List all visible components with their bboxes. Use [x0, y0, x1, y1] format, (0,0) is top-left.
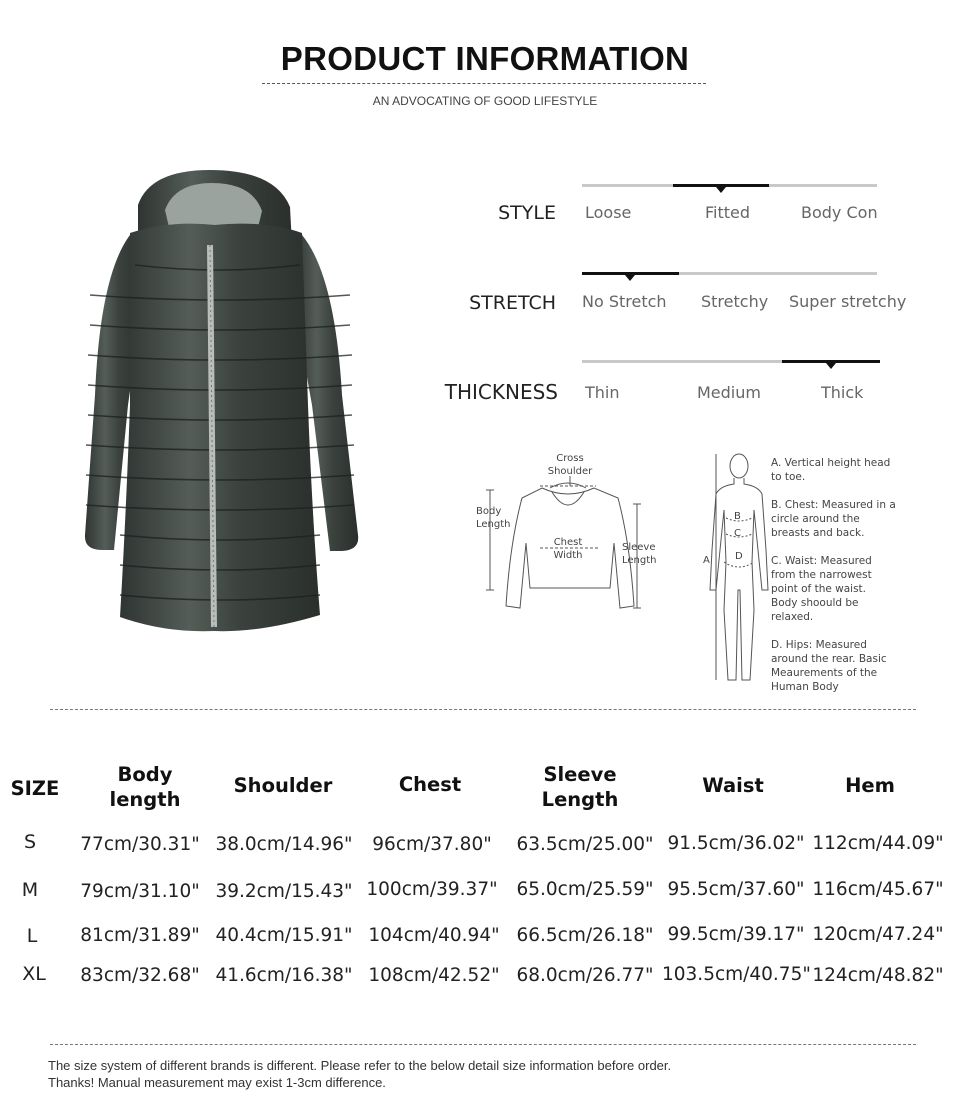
table-cell: 116cm/45.67": [812, 879, 944, 900]
style-option-fitted: Fitted: [705, 203, 751, 222]
table-cell: 96cm/37.80": [372, 834, 492, 855]
table-cell: 103.5cm/40.75": [662, 964, 811, 985]
table-cell: 66.5cm/26.18": [516, 925, 654, 946]
cross-shoulder-label: Cross Shoulder: [547, 453, 593, 477]
sleeve-length-label: Sleeve Length: [622, 542, 657, 566]
table-row-size: S: [23, 831, 37, 853]
table-cell: 65.0cm/25.59": [516, 879, 654, 900]
thickness-option-thin: Thin: [585, 383, 620, 402]
body-measurement-diagram: [706, 450, 772, 686]
table-cell: 63.5cm/25.00": [516, 834, 654, 855]
table-row-size: M: [21, 879, 39, 901]
body-letter-b: B: [734, 511, 741, 522]
footer-line-1: The size system of different brands is different. Please refer to the below detail size information before order.: [48, 1058, 672, 1073]
table-cell: 100cm/39.37": [366, 879, 498, 900]
body-letter-a: A: [703, 555, 710, 566]
style-option-body-con: Body Con: [801, 203, 878, 222]
style-label: STYLE: [498, 202, 556, 224]
table-cell: 40.4cm/15.91": [215, 925, 353, 946]
stretch-marker: [625, 275, 635, 281]
table-cell: 99.5cm/39.17": [667, 924, 805, 945]
table-cell: 91.5cm/36.02": [667, 833, 805, 854]
header-shoulder: Shoulder: [233, 774, 333, 797]
header-waist: Waist: [702, 774, 764, 797]
table-cell: 104cm/40.94": [368, 925, 500, 946]
thickness-option-medium: Medium: [697, 383, 761, 402]
page-title: PRODUCT INFORMATION: [280, 40, 690, 77]
table-cell: 79cm/31.10": [80, 881, 200, 902]
section-divider: [50, 709, 916, 710]
footer-divider: [50, 1044, 916, 1045]
style-marker: [716, 187, 726, 193]
thickness-option-thick: Thick: [821, 383, 864, 402]
table-cell: 38.0cm/14.96": [215, 834, 353, 855]
note-c: C. Waist: Measured from the narrowest point of the waist. Body shoould be relaxed.: [771, 555, 872, 623]
footer-note: [48, 1057, 671, 1091]
table-cell: 83cm/32.68": [80, 965, 200, 986]
table-cell: 120cm/47.24": [812, 924, 944, 945]
table-cell: 124cm/48.82": [812, 965, 944, 986]
table-row-size: L: [26, 925, 38, 947]
table-cell: 68.0cm/26.77": [516, 965, 654, 986]
header-sleeve-length: Sleeve Length: [541, 763, 619, 811]
table-cell: 39.2cm/15.43": [215, 881, 353, 902]
table-row-size: XL: [22, 963, 46, 985]
table-cell: 81cm/31.89": [80, 925, 200, 946]
stretch-option-stretchy: Stretchy: [701, 292, 769, 311]
footer-line-2: Thanks! Manual measurement may exist 1-3cm difference.: [48, 1075, 386, 1090]
body-letter-c: C: [734, 528, 741, 539]
table-cell: 77cm/30.31": [80, 834, 200, 855]
note-b: B. Chest: Measured in a circle around the breasts and back.: [771, 499, 896, 539]
header-hem: Hem: [845, 774, 895, 797]
table-cell: 95.5cm/37.60": [667, 879, 805, 900]
title-divider: [262, 83, 706, 84]
body-letter-d: D: [735, 551, 743, 562]
thickness-label: THICKNESS: [444, 380, 558, 404]
stretch-option-no-stretch: No Stretch: [582, 292, 667, 311]
note-d: D. Hips: Measured around the rear. Basic Meaurements of the Human Body: [771, 639, 887, 693]
chest-width-label: Chest Width: [553, 537, 583, 561]
stretch-option-super-stretchy: Super stretchy: [789, 292, 907, 311]
body-length-label: Body Length: [476, 506, 511, 530]
thickness-marker: [826, 363, 836, 369]
header-chest: Chest: [398, 773, 462, 796]
stretch-label: STRETCH: [469, 292, 556, 314]
jacket-image: [80, 165, 362, 635]
note-a: A. Vertical height head to toe.: [771, 457, 891, 483]
style-option-loose: Loose: [585, 203, 632, 222]
table-cell: 108cm/42.52": [368, 965, 500, 986]
header-body-length: Body length: [109, 763, 181, 811]
header-size: SIZE: [10, 777, 60, 800]
table-cell: 112cm/44.09": [812, 833, 944, 854]
page-subtitle: AN ADVOCATING OF GOOD LIFESTYLE: [372, 94, 598, 108]
table-cell: 41.6cm/16.38": [215, 965, 353, 986]
